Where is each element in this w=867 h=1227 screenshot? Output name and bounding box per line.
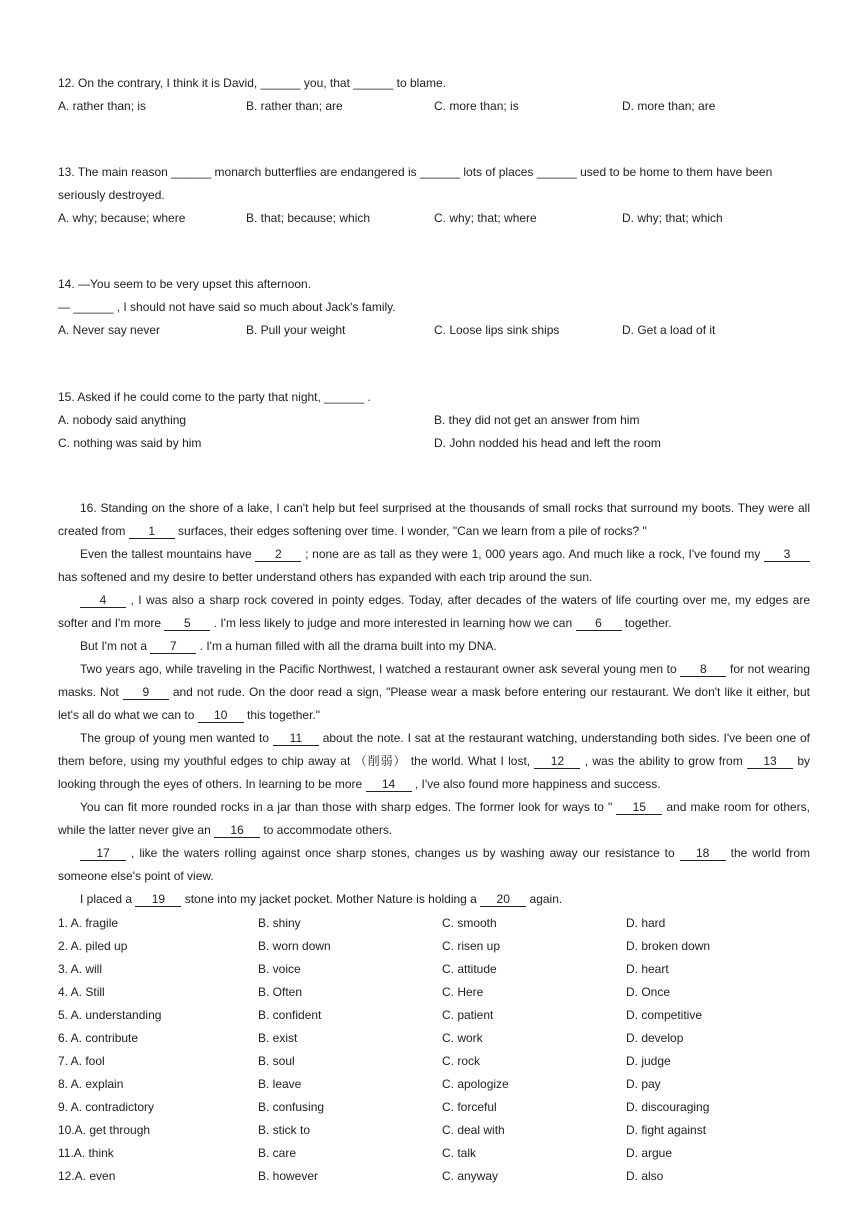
answer-option-a: 3. A. will <box>58 962 103 976</box>
blank-13: 13 <box>747 755 793 769</box>
passage-text: the world from someone else's point of view. <box>58 846 811 883</box>
passage-paragraph-7 <box>58 796 810 842</box>
answer-option-b: B. leave <box>258 1077 302 1091</box>
question-14-option-d: D. Get a load of it <box>622 323 716 337</box>
answer-option-b: B. confusing <box>258 1100 325 1114</box>
blank-9: 9 <box>123 686 169 700</box>
passage-text: , like the waters rolling against once sharp stones, changes us by washing away our resistance to <box>126 846 680 860</box>
answer-row <box>58 915 818 938</box>
answer-option-b: B. however <box>258 1169 319 1183</box>
blank-11: 11 <box>273 732 319 746</box>
passage-text: and not rude. On the door read a sign, "Please wear a mask before entering our restaurant. We don't like it either, but let's all do what we can to <box>58 685 810 722</box>
answer-option-d: D. judge <box>626 1054 671 1068</box>
answer-option-c: C. forceful <box>442 1100 497 1114</box>
passage-text: , was the ability to grow from <box>580 754 748 768</box>
passage-text: I placed a <box>80 892 136 906</box>
answer-option-b: B. Often <box>258 985 303 999</box>
passage-text: . I'm less likely to judge and more interested in learning how we can <box>210 616 576 630</box>
blank-17: 17 <box>80 847 126 861</box>
answer-option-b: B. voice <box>258 962 301 976</box>
answer-option-b: B. soul <box>258 1054 295 1068</box>
answer-option-c: C. work <box>442 1031 483 1045</box>
passage-paragraph-2 <box>58 543 810 589</box>
answer-option-d: D. fight against <box>626 1123 707 1137</box>
question-13-stem: 13. The main reason ______ monarch butterflies are endangered is ______ lots of places ______ used to be home to them have been <box>58 165 773 179</box>
blank-1: 1 <box>129 525 175 539</box>
blank-3: 3 <box>764 548 810 562</box>
answer-option-c: C. smooth <box>442 916 497 930</box>
blank-14: 14 <box>366 778 412 792</box>
question-14-dialogue-1: 14. —You seem to be very upset this afternoon. <box>58 277 312 291</box>
question-13-option-c: C. why; that; where <box>434 211 537 225</box>
blank-7: 7 <box>150 640 196 654</box>
passage-text: by looking through the eyes of others. In learning to be more <box>58 754 811 791</box>
passage-paragraph-6 <box>58 727 810 796</box>
passage-text: 16. Standing on the shore of a lake, I can't help but feel surprised at the thousands of small rocks that surround my boots. They were all created from <box>58 501 810 538</box>
answer-row <box>58 1053 818 1076</box>
passage-text: But I'm not a <box>80 639 151 653</box>
passage-text: The group of young men wanted to <box>80 731 273 745</box>
question-14-option-a: A. Never say never <box>58 323 161 337</box>
passage-text: Two years ago, while traveling in the Pacific Northwest, I watched a restaurant owner ask several young men to <box>80 662 681 676</box>
answer-option-c: C. Here <box>442 985 484 999</box>
passage-text: and make room for others, while the latter never give an <box>58 800 810 837</box>
answer-option-a: 5. A. understanding <box>58 1008 162 1022</box>
passage-text: , I was also a sharp rock covered in pointy edges. Today, after decades of the waters of life courting over me, my edges are softer and I'm more <box>58 593 810 630</box>
blank-20: 20 <box>480 893 526 907</box>
passage-text: has softened and my desire to better understand others has expanded with each trip around the sun. <box>58 570 593 584</box>
answer-option-d: D. also <box>626 1169 664 1183</box>
answer-option-d: D. develop <box>626 1031 684 1045</box>
blank-15: 15 <box>616 801 662 815</box>
blank-19: 19 <box>135 893 181 907</box>
question-15-option-a: A. nobody said anything <box>58 413 187 427</box>
answer-option-d: D. hard <box>626 916 666 930</box>
answer-row <box>58 938 818 961</box>
blank-16: 16 <box>214 824 260 838</box>
passage-text: Even the tallest mountains have <box>80 547 256 561</box>
passage-paragraph-9 <box>58 888 810 911</box>
answer-option-d: D. heart <box>626 962 669 976</box>
answer-option-a: 10.A. get through <box>58 1123 151 1137</box>
answer-option-d: D. argue <box>626 1146 673 1160</box>
blank-6: 6 <box>576 617 622 631</box>
question-12-stem: 12. On the contrary, I think it is David, ______ you, that ______ to blame. <box>58 76 447 90</box>
question-13-option-d: D. why; that; which <box>622 211 723 225</box>
answer-option-c: C. attitude <box>442 962 497 976</box>
answer-option-a: 1. A. fragile <box>58 916 119 930</box>
answer-option-c: C. anyway <box>442 1169 499 1183</box>
answer-row <box>58 1076 818 1099</box>
answer-row <box>58 984 818 1007</box>
answer-row <box>58 1122 818 1145</box>
answer-option-c: C. patient <box>442 1008 494 1022</box>
passage-paragraph-8 <box>58 842 810 888</box>
blank-12: 12 <box>534 755 580 769</box>
question-13-option-b: B. that; because; which <box>246 211 371 225</box>
answer-option-c: C. risen up <box>442 939 501 953</box>
answer-option-a: 7. A. fool <box>58 1054 105 1068</box>
question-14-option-b: B. Pull your weight <box>246 323 346 337</box>
answer-option-c: C. deal with <box>442 1123 505 1137</box>
answer-row <box>58 1099 818 1122</box>
passage-text: together. <box>621 616 672 630</box>
answer-row <box>58 1168 818 1191</box>
passage-paragraph-5 <box>58 658 810 727</box>
question-15-option-b: B. they did not get an answer from him <box>434 413 640 427</box>
answer-row <box>58 961 818 984</box>
passage-text: this together." <box>243 708 321 722</box>
answer-option-a: 4. A. Still <box>58 985 105 999</box>
question-15-option-c: C. nothing was said by him <box>58 436 202 450</box>
blank-8: 8 <box>680 663 726 677</box>
passage-text: for not wearing masks. Not <box>58 662 810 699</box>
blank-2: 2 <box>255 548 301 562</box>
answer-option-d: D. Once <box>626 985 671 999</box>
answer-option-a: 2. A. piled up <box>58 939 128 953</box>
answer-row <box>58 1145 818 1168</box>
answer-option-c: C. apologize <box>442 1077 509 1091</box>
answer-option-b: B. confident <box>258 1008 322 1022</box>
cloze-passage <box>58 497 810 911</box>
answer-option-b: B. exist <box>258 1031 298 1045</box>
question-13-stem-continued: seriously destroyed. <box>58 188 165 202</box>
question-15-stem: 15. Asked if he could come to the party that night, ______ . <box>58 390 371 404</box>
question-12-option-b: B. rather than; are <box>246 99 343 113</box>
passage-text: . I'm a human filled with all the drama built into my DNA. <box>196 639 497 653</box>
answer-option-a: 12.A. even <box>58 1169 116 1183</box>
passage-text: You can fit more rounded rocks in a jar than those with sharp edges. The former look for ways to " <box>80 800 617 814</box>
question-12-option-c: C. more than; is <box>434 99 519 113</box>
passage-paragraph-3 <box>58 589 810 635</box>
answer-option-a: 11.A. think <box>58 1146 114 1160</box>
passage-paragraph-4 <box>58 635 810 658</box>
answer-option-b: B. shiny <box>258 916 301 930</box>
passage-text: stone into my jacket pocket. Mother Nature is holding a <box>181 892 481 906</box>
answer-option-d: D. broken down <box>626 939 711 953</box>
blank-10: 10 <box>198 709 244 723</box>
answer-option-b: B. stick to <box>258 1123 311 1137</box>
answer-option-d: D. competitive <box>626 1008 703 1022</box>
passage-text: , I've also found more happiness and success. <box>411 777 661 791</box>
passage-text: again. <box>526 892 563 906</box>
passage-paragraph-1 <box>58 497 810 543</box>
answer-row <box>58 1030 818 1053</box>
passage-text: to accommodate others. <box>260 823 393 837</box>
answer-option-b: B. worn down <box>258 939 331 953</box>
answer-row <box>58 1007 818 1030</box>
answer-option-b: B. care <box>258 1146 297 1160</box>
answer-option-a: 6. A. contribute <box>58 1031 139 1045</box>
question-14-option-c: C. Loose lips sink ships <box>434 323 560 337</box>
blank-4: 4 <box>80 594 126 608</box>
answer-option-a: 9. A. contradictory <box>58 1100 155 1114</box>
question-14-dialogue-2: — ______ , I should not have said so much about Jack's family. <box>58 300 396 314</box>
answer-option-d: D. pay <box>626 1077 661 1091</box>
question-13-option-a: A. why; because; where <box>58 211 186 225</box>
passage-text: about the note. I sat at the restaurant watching, understanding both sides. I've been one of them before, using my youthful edges to chip away at （削弱） the world. What I lost, <box>58 731 810 768</box>
blank-18: 18 <box>680 847 726 861</box>
passage-text: surfaces, their edges softening over time. I wonder, "Can we learn from a pile of rocks? " <box>174 524 647 538</box>
question-12-option-a: A. rather than; is <box>58 99 147 113</box>
blank-5: 5 <box>164 617 210 631</box>
passage-text: ; none are as tall as they were 1, 000 years ago. And much like a rock, I've found my <box>301 547 764 561</box>
answer-option-c: C. rock <box>442 1054 481 1068</box>
answer-option-d: D. discouraging <box>626 1100 710 1114</box>
question-15-option-d: D. John nodded his head and left the room <box>434 436 661 450</box>
answer-option-c: C. talk <box>442 1146 477 1160</box>
question-12-option-d: D. more than; are <box>622 99 716 113</box>
answer-option-a: 8. A. explain <box>58 1077 124 1091</box>
